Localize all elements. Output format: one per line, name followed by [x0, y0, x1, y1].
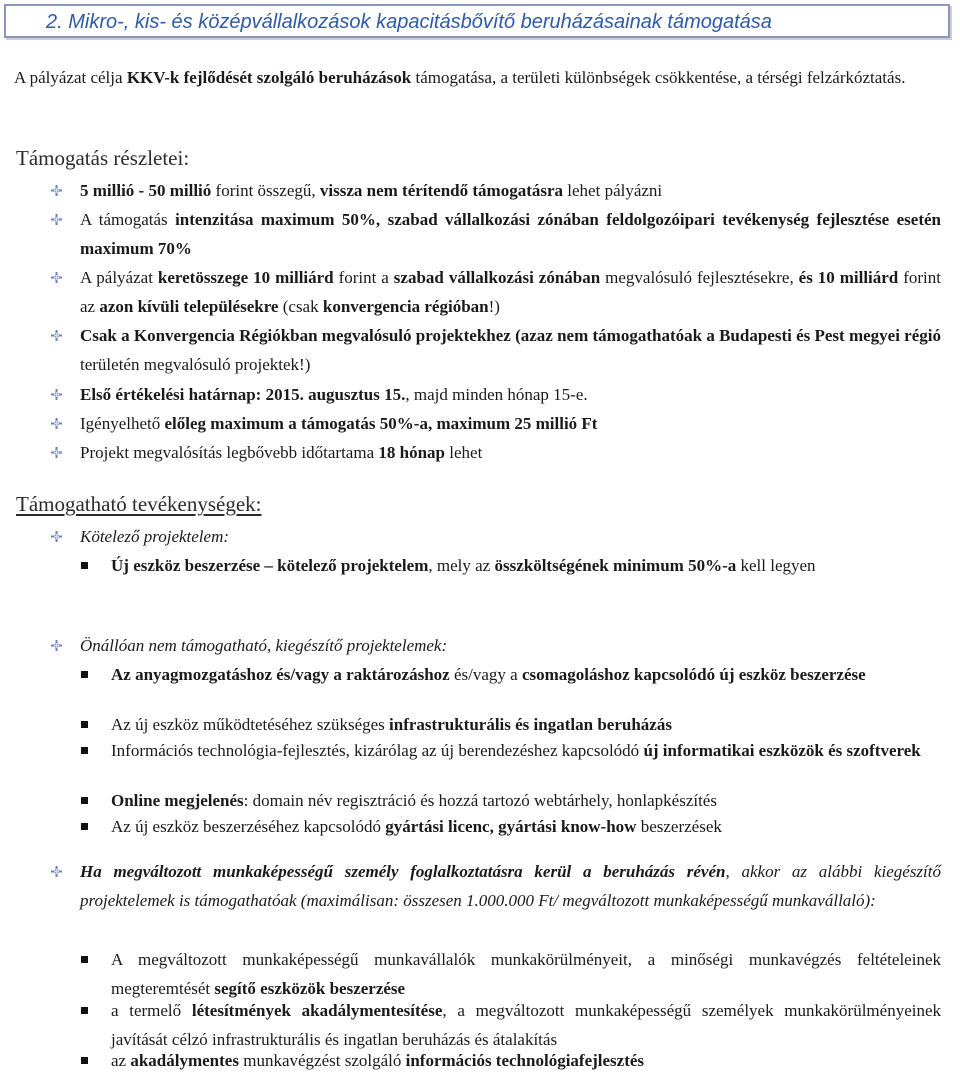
- cross-bullet-icon: [50, 388, 63, 401]
- text: Új eszköz beszerzése – kötelező projektelem: [111, 556, 429, 575]
- text: lehet: [445, 443, 483, 462]
- text: Az új eszköz beszerzéséhez kapcsolódó: [111, 817, 386, 836]
- text: vissza nem térítendő támogatásra: [319, 181, 564, 200]
- text: Az új eszköz működtetéséhez szükséges: [111, 715, 390, 734]
- list-item: [111, 660, 941, 689]
- text: csomagoláshoz kapcsolódó új eszköz beszerzése: [521, 665, 866, 684]
- text: gyártási licenc, gyártási know-how: [385, 817, 637, 836]
- section-title: 2. Mikro-, kis- és középvállalkozások kapacitásbővítő beruházásainak támogatása: [46, 11, 772, 33]
- square-bullet-icon: [81, 956, 88, 963]
- intro-bold: KKV-k fejlődését szolgáló beruházások: [126, 68, 412, 87]
- cross-bullet-icon: [50, 271, 63, 284]
- text: forint összegű,: [211, 181, 320, 200]
- text: munkavégzést szolgáló: [238, 1051, 406, 1070]
- text: !): [488, 297, 500, 316]
- text: , mely az: [428, 556, 495, 575]
- text: a termelő: [111, 1001, 192, 1020]
- intro-text-end: támogatása, a területi különbségek csökkentése, a térségi felzárkóztatás.: [411, 68, 906, 87]
- text: intenzitása maximum 50%, szabad vállalkozási zónában feldolgozóipari tevékenység fejlesztése esetén maximum 70%: [80, 210, 941, 258]
- text: Projekt megvalósítás legbővebb időtartama: [80, 443, 379, 462]
- list-item: [111, 812, 941, 841]
- text: Első értékelési határnap: 2015. augusztus 15.: [80, 385, 406, 404]
- text: konvergencia régióban: [322, 297, 489, 316]
- list-item: [111, 710, 941, 739]
- list-item: [80, 205, 941, 263]
- text: : domain név regisztráció és hozzá tartozó webtárhely, honlapkészítés: [243, 791, 717, 810]
- cross-bullet-icon: [50, 213, 63, 226]
- text: segítő eszközök beszerzése: [214, 979, 406, 998]
- text: akadálymentes: [130, 1051, 239, 1070]
- text: , majd minden hónap 15-e.: [405, 385, 588, 404]
- square-bullet-icon: [81, 721, 88, 728]
- text: új informatikai eszközök és szoftverek: [643, 741, 921, 760]
- text: A támogatás: [80, 210, 176, 229]
- text: az: [111, 1051, 131, 1070]
- square-bullet-icon: [81, 1057, 88, 1064]
- list-item: [111, 786, 941, 815]
- text: A pályázat: [80, 268, 158, 287]
- text: , a megváltozott munkaképességű személyek munkakörülményeinek javítását célzó infrastrukturális és ingatlan beruházás és átalakítás: [111, 1001, 942, 1049]
- text: keretösszege 10 milliárd: [157, 268, 334, 287]
- text: 18 hónap: [378, 443, 445, 462]
- intro-text: A pályázat célja: [14, 68, 127, 87]
- text: (csak: [278, 297, 323, 316]
- cross-bullet-icon: [50, 446, 63, 459]
- text: Információs technológia-fejlesztés, kizárólag az új berendezéshez kapcsolódó: [111, 741, 644, 760]
- text: összköltségének minimum 50%-a: [494, 556, 737, 575]
- text: 5 millió - 50 millió: [80, 181, 212, 200]
- square-bullet-icon: [81, 562, 88, 569]
- square-bullet-icon: [81, 1007, 88, 1014]
- text: azon kívüli településekre: [99, 297, 279, 316]
- list-item: [111, 945, 941, 1003]
- list-item: [111, 1046, 941, 1075]
- text: Igényelhető: [80, 414, 165, 433]
- list-item: [80, 263, 941, 321]
- text: Ha megváltozott munkaképességű személy foglalkoztatásra kerül a beruházás révén: [80, 862, 726, 881]
- text: Online megjelenés: [111, 791, 244, 810]
- cross-bullet-icon: [50, 530, 63, 543]
- text: , akkor az alábbi kiegészítő projektelemek is támogathatóak (maximálisan: összesen 1.000.000 Ft/ megváltozott munkaképességű munkavállaló):: [80, 862, 941, 910]
- list-item: [80, 321, 941, 379]
- square-bullet-icon: [81, 797, 88, 804]
- cross-bullet-icon: [50, 417, 63, 430]
- text: Kötelező projektelem:: [80, 527, 230, 546]
- text: területén megvalósuló projektek!): [80, 355, 311, 374]
- list-item: [80, 857, 941, 915]
- text: Önállóan nem támogatható, kiegészítő projektelemek:: [80, 636, 448, 655]
- list-item: [80, 631, 941, 660]
- details-heading: Támogatás részletei:: [16, 146, 190, 170]
- intro-paragraph: [14, 63, 940, 92]
- cross-bullet-icon: [50, 329, 63, 342]
- text: előleg maximum a támogatás 50%-a, maximum 25 millió Ft: [164, 414, 598, 433]
- text: forint az: [80, 268, 941, 316]
- square-bullet-icon: [81, 671, 88, 678]
- text: Csak a Konvergencia Régiókban megvalósuló projektekhez (azaz nem támogathatóak a Budapesti és Pest megyei régió: [80, 326, 941, 345]
- text: és/vagy a: [449, 665, 522, 684]
- list-item: [80, 522, 941, 551]
- text: kell legyen: [736, 556, 816, 575]
- text: megvalósuló fejlesztésekre,: [600, 268, 799, 287]
- square-bullet-icon: [81, 823, 88, 830]
- text: szabad vállalkozási zónában: [393, 268, 601, 287]
- cross-bullet-icon: [50, 184, 63, 197]
- list-item: [111, 736, 941, 765]
- cross-bullet-icon: [50, 865, 63, 878]
- list-item: [111, 551, 941, 580]
- activities-heading: Támogatható tevékenységek:: [16, 492, 262, 516]
- text: beszerzések: [636, 817, 722, 836]
- text: forint a: [333, 268, 394, 287]
- text: Az anyagmozgatáshoz és/vagy a raktározáshoz: [111, 665, 450, 684]
- list-item: [80, 380, 941, 409]
- list-item: [80, 409, 941, 438]
- cross-bullet-icon: [50, 639, 63, 652]
- list-item: [80, 438, 941, 467]
- text: és 10 milliárd: [798, 268, 899, 287]
- square-bullet-icon: [81, 747, 88, 754]
- text: A megváltozott munkaképességű munkavállalók munkakörülményeit, a minőségi munkavégzés feltételeinek megteremtését: [111, 950, 941, 998]
- text: lehet pályázni: [563, 181, 663, 200]
- text: létesítmények akadálymentesítése: [191, 1001, 443, 1020]
- list-item: [80, 176, 941, 205]
- text: infrastrukturális és ingatlan beruházás: [389, 715, 672, 734]
- section-title-box: [4, 4, 950, 38]
- text: információs technológiafejlesztés: [405, 1051, 645, 1070]
